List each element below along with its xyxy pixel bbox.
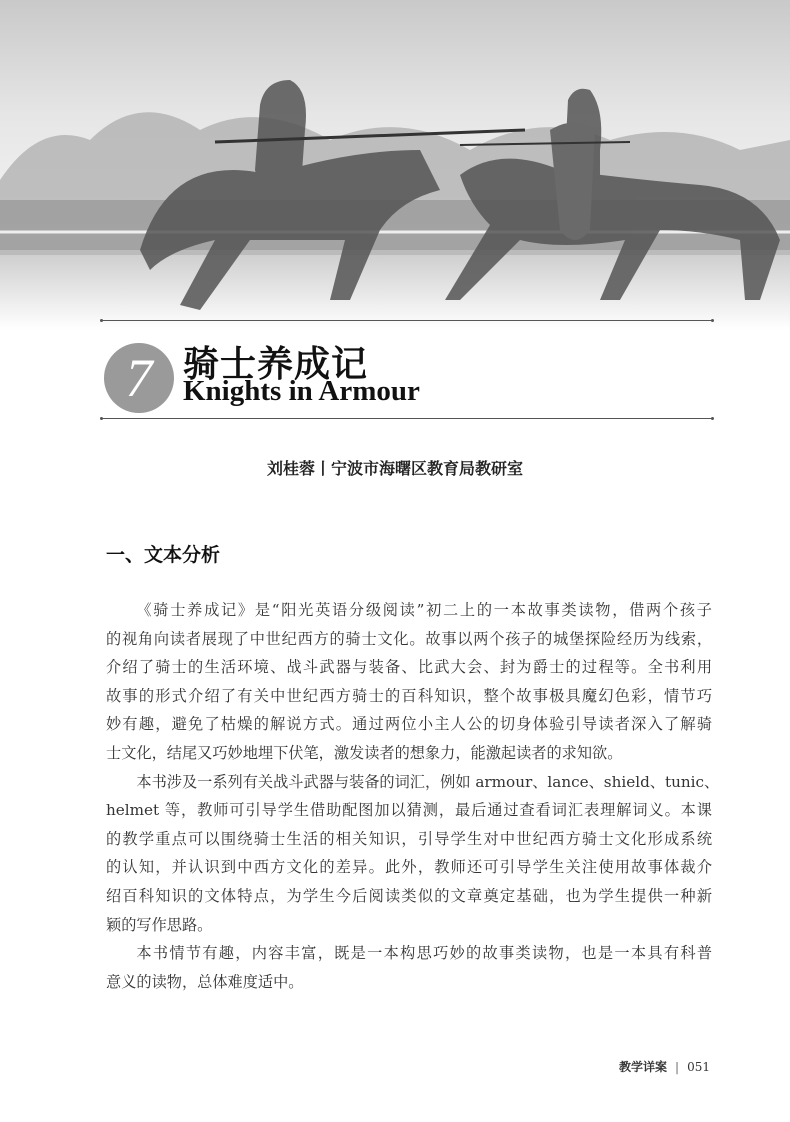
author-affiliation: 刘桂蓉丨宁波市海曙区教育局教研室 [266, 459, 523, 478]
text-line: 的视角向读者展现了中世纪西方的骑士文化。故事以两个孩子的城堡探险经历为线索， [106, 629, 712, 648]
footer-section-label: 教学详案 [619, 1060, 668, 1074]
chapter-title-en: Knights in Armour [183, 375, 420, 407]
text-line: 《骑士养成记》是“阳光英语分级阅读”初二上的一本故事类读物，借两个孩子 [136, 601, 712, 619]
body-text [106, 596, 720, 996]
text-line: 颖的写作思路。 [106, 915, 213, 934]
text-line: 本书涉及一系列有关战斗武器与装备的词汇，例如 armour、lance、shield、tunic、 [136, 772, 720, 791]
paragraph-3 [106, 939, 712, 996]
text-line: helmet 等，教师可引导学生借助配图加以猜测，最后通过查看词汇表理解词义。本课 [106, 801, 712, 820]
knights-jousting-illustration [0, 0, 790, 330]
chapter-number-badge: 7 [104, 343, 174, 413]
text-line: 的认知，并认识到中西方文化的差异。此外，教师还可引导学生关注使用故事体裁介 [106, 858, 712, 877]
paragraph-2 [106, 768, 720, 940]
chapter-title-cn: 骑士养成记 [183, 343, 369, 385]
text-line: 介绍了骑士的生活环境、战斗武器与装备、比武大会、封为爵士的过程等。全书利用 [106, 658, 712, 677]
header-bottom-rule [102, 418, 712, 419]
text-line: 意义的读物，总体难度适中。 [106, 972, 304, 991]
section-heading: 一、文本分析 [106, 544, 221, 566]
text-line: 的教学重点可以围绕骑士生活的相关知识，引导学生对中世纪西方骑士文化形成系统 [106, 829, 712, 848]
page-footer [619, 1058, 710, 1075]
text-line: 故事的形式介绍了有关中世纪西方骑士的百科知识，整个故事极具魔幻色彩，情节巧 [106, 686, 712, 705]
text-line: 本书情节有趣，内容丰富，既是一本构思巧妙的故事类读物，也是一本具有科普 [136, 944, 712, 963]
header-top-rule [102, 320, 712, 321]
text-line: 士文化，结尾又巧妙地埋下伏笔，激发读者的想象力，能激起读者的求知欲。 [106, 743, 623, 762]
text-line: 妙有趣，避免了枯燥的解说方式。通过两位小主人公的切身体验引导读者深入了解骑 [106, 715, 712, 734]
text-line: 绍百科知识的文体特点，为学生今后阅读类似的文章奠定基础，也为学生提供一种新 [106, 886, 712, 905]
paragraph-1 [106, 596, 712, 768]
footer-separator: | [675, 1060, 680, 1074]
page-number: 051 [687, 1060, 710, 1074]
